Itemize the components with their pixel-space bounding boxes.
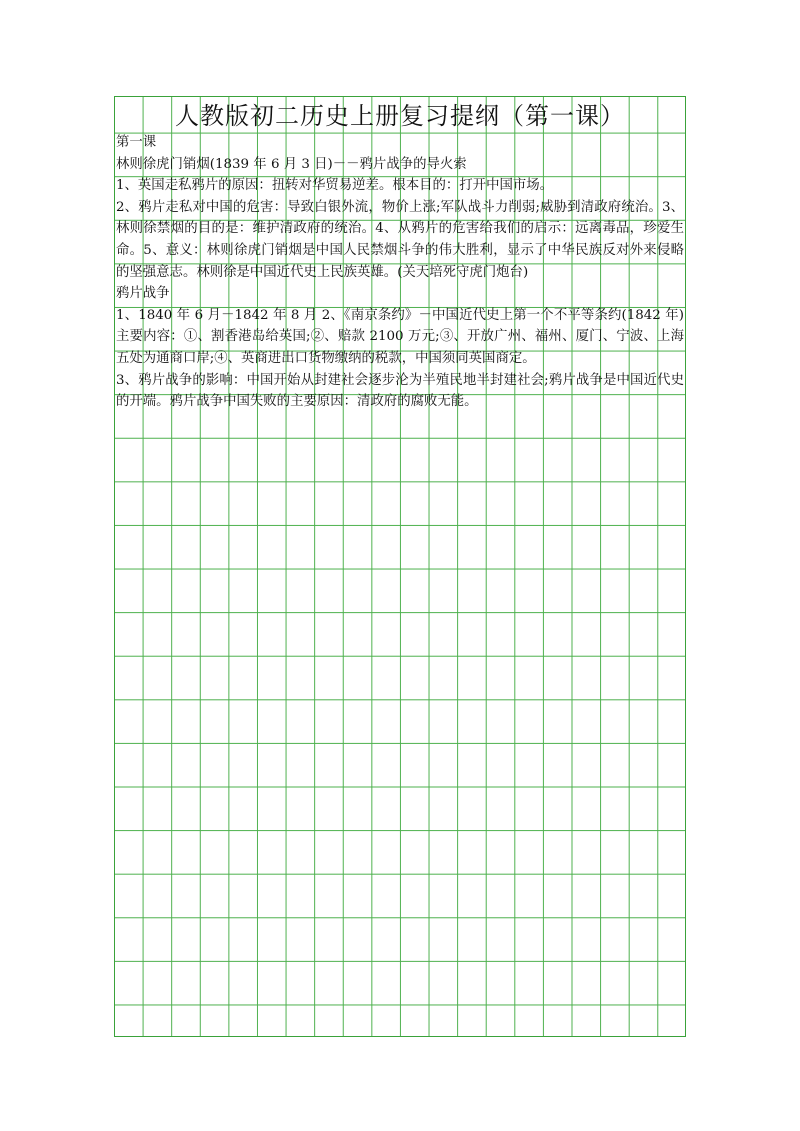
paragraph-point-2-5: 2、鸦片走私对中国的危害：导致白银外流，物价上涨;军队战斗力削弱;威胁到清政府统治。3、林则徐禁烟的目的是：维护清政府的统治。4、从鸦片的危害给我们的启示：远离毒品，珍爱生命。5、意义：林则徐虎门销烟是中国人民禁烟斗争的伟大胜利，显示了中华民族反对外来侵略的坚强意志。林则徐是中国近代史上民族英雄。(关天培死守虎门炮台) — [116, 199, 684, 280]
paragraph-point-1: 1、英国走私鸦片的原因：扭转对华贸易逆差。根本目的：打开中国市场。 — [116, 178, 554, 194]
document-title: 人教版初二历史上册复习提纲（第一课） — [175, 102, 625, 130]
section-heading-opium-war: 鸦片战争 — [116, 286, 170, 302]
lesson-heading: 第一课 — [116, 135, 157, 150]
paragraph-impact: 3、鸦片战争的影响：中国开始从封建社会逐步沦为半殖民地半封建社会;鸦片战争是中国近代史的开端。鸦片战争中国失败的主要原因：清政府的腐败无能。 — [116, 372, 684, 410]
paragraph-treaty: 1、1840 年 6 月－1842 年 8 月 2、《南京条约》－中国近代史上第一个不平等条约(1842 年)主要内容：①、割香港岛给英国;②、赔款 2100 万元;③、开放广州、福州、厦门、宁波、上海五处为通商口岸;④、英商进出口货物缴纳的税款，中国须同英国商定。 — [116, 307, 684, 366]
document-body — [114, 96, 686, 413]
section-heading-humen: 林则徐虎门销烟(1839 年 6 月 3 日)－－鸦片战争的导火索 — [116, 156, 467, 172]
